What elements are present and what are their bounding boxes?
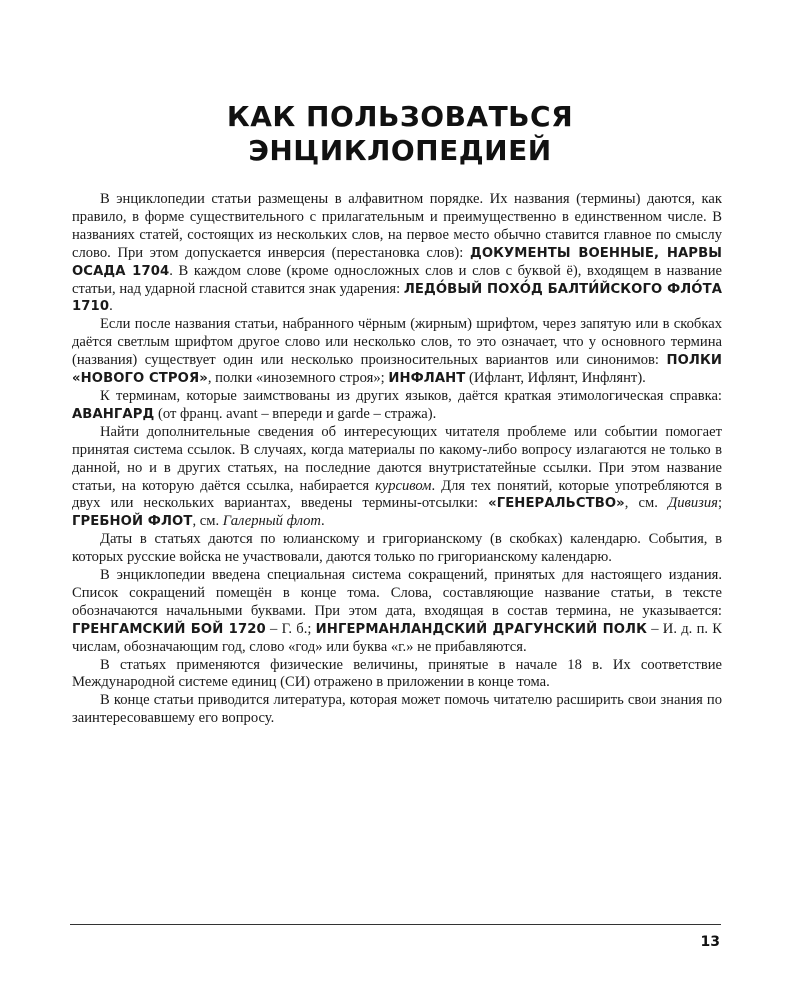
page-title-line-1: КАК ПОЛЬЗОВАТЬСЯ [226,100,574,133]
paragraph-text: – Г. б.; [265,620,316,637]
paragraph-text: ; [717,495,722,512]
example-term: ГРЕНГАМСКИЙ БОЙ 1720 [72,621,266,637]
paragraph-text: . В каждом слове (кроме односложных слов и слов с буквой ё), входящем в название статьи, над ударной гласной ставится знак ударения: [72,262,723,297]
example-term: «ГЕНЕРАЛЬСТВО» [488,496,625,512]
paragraph-units [72,657,722,693]
paragraph-text: , см. [624,495,668,512]
example-term: ПОЛКИ «НОВОГО СТРОЯ» [72,353,722,387]
paragraph-text: (от франц. avant – впереди и garde – стража). [154,405,437,422]
article-body [72,191,722,728]
paragraph-text: , полки «иноземного строя»; [207,370,389,387]
paragraph-literature [72,692,722,728]
italic-reference: Галерный флот [222,513,321,530]
paragraph-alphabetical-order [72,191,722,316]
example-term: ИНГЕРМАНЛАНДСКИЙ ДРАГУНСКИЙ ПОЛК [315,621,647,637]
example-term: ЛЕДО́ВЫЙ ПОХО́Д БАЛТИ́ЙСКОГО ФЛО́ТА 1710 [72,281,723,315]
page-title [0,100,800,168]
page-number: 13 [700,934,720,950]
italic-reference: Дивизия [667,495,718,512]
paragraph-variants [72,316,722,388]
paragraph-text: , см. [192,513,223,530]
paragraph-text: В конце статьи приводится литература, которая может помочь читателю расширить свои знания по заинтересовавшему его вопросу. [72,692,722,727]
example-term: ДОКУМЕНТЫ ВОЕННЫЕ, НАРВЫ ОСАДА 1704 [72,245,722,279]
paragraph-text: Если после названия статьи, набранного чёрным (жирным) шрифтом, через запятую или в скобках даётся светлым шрифтом другое слово или несколько слов, то это означает, что у основного термина (названия) существует один или несколько произносительных вариантов или синонимов: [72,316,722,369]
paragraph-text: (Ифлант, Ифлянт, Инфлянт). [465,370,646,387]
example-term: АВАНГАРД [72,406,155,422]
paragraph-text: – И. д. п. К числам, обозначающим год, слово «год» или буква «г.» не прибавляются. [72,620,723,655]
paragraph-text: Даты в статьях даются по юлианскому и григорианскому (в скобках) календарю. События, в которых русские войска не участвовали, даются только по григорианскому календарю. [72,531,722,566]
paragraph-abbreviations [72,567,722,657]
page-title-line-2: ЭНЦИКЛОПЕДИЕЙ [248,134,552,167]
example-term: ГРЕБНОЙ ФЛОТ [72,514,193,530]
paragraph-text: . [320,513,325,530]
paragraph-text: В статьях применяются физические величины, принятые в начале 18 в. Их соответствие Международной системе единиц (СИ) отражено в приложении в конце тома. [72,656,722,691]
paragraph-references [72,424,722,531]
paragraph-text: . Для тех понятий, которые употребляются в двух или нескольких вариантах, введены термины-отсылки: [72,477,722,512]
italic-text: курсивом [375,477,432,494]
paragraph-etymology [72,388,722,424]
paragraph-text: . [109,298,113,315]
paragraph-text: В энциклопедии статьи размещены в алфавитном порядке. Их названия (термины) даются, как правило, в форме существительного с прилагательным и преимущественно в единственном числе. В названиях статей, состоящих из нескольких слов, на первое место обычно ставится главное по смыслу слово. При этом допускается инверсия (перестановка слов): [72,191,722,261]
example-term: ИНФЛАНТ [388,371,466,387]
paragraph-text: Найти дополнительные сведения об интересующих читателя проблеме или событии помогает принятая система ссылок. В случаях, когда материалы по какому-либо вопросу излагаются не только в данной, но и в других статьях, на последние даются внутристатейные ссылки. При этом название статьи, на которую даётся ссылка, набирается [72,423,722,494]
paragraph-dates [72,531,722,567]
paragraph-text: К терминам, которые заимствованы из других языков, даётся краткая этимологическая справка: [100,387,722,404]
paragraph-text: В энциклопедии введена специальная система сокращений, принятых для настоящего издания. Список сокращений помещён в конце тома. Слова, составляющие название статьи, в тексте обозначаются начальными буквами. При этом дата, входящая в состав термина, не указывается: [72,567,722,619]
footer-divider [70,924,721,925]
